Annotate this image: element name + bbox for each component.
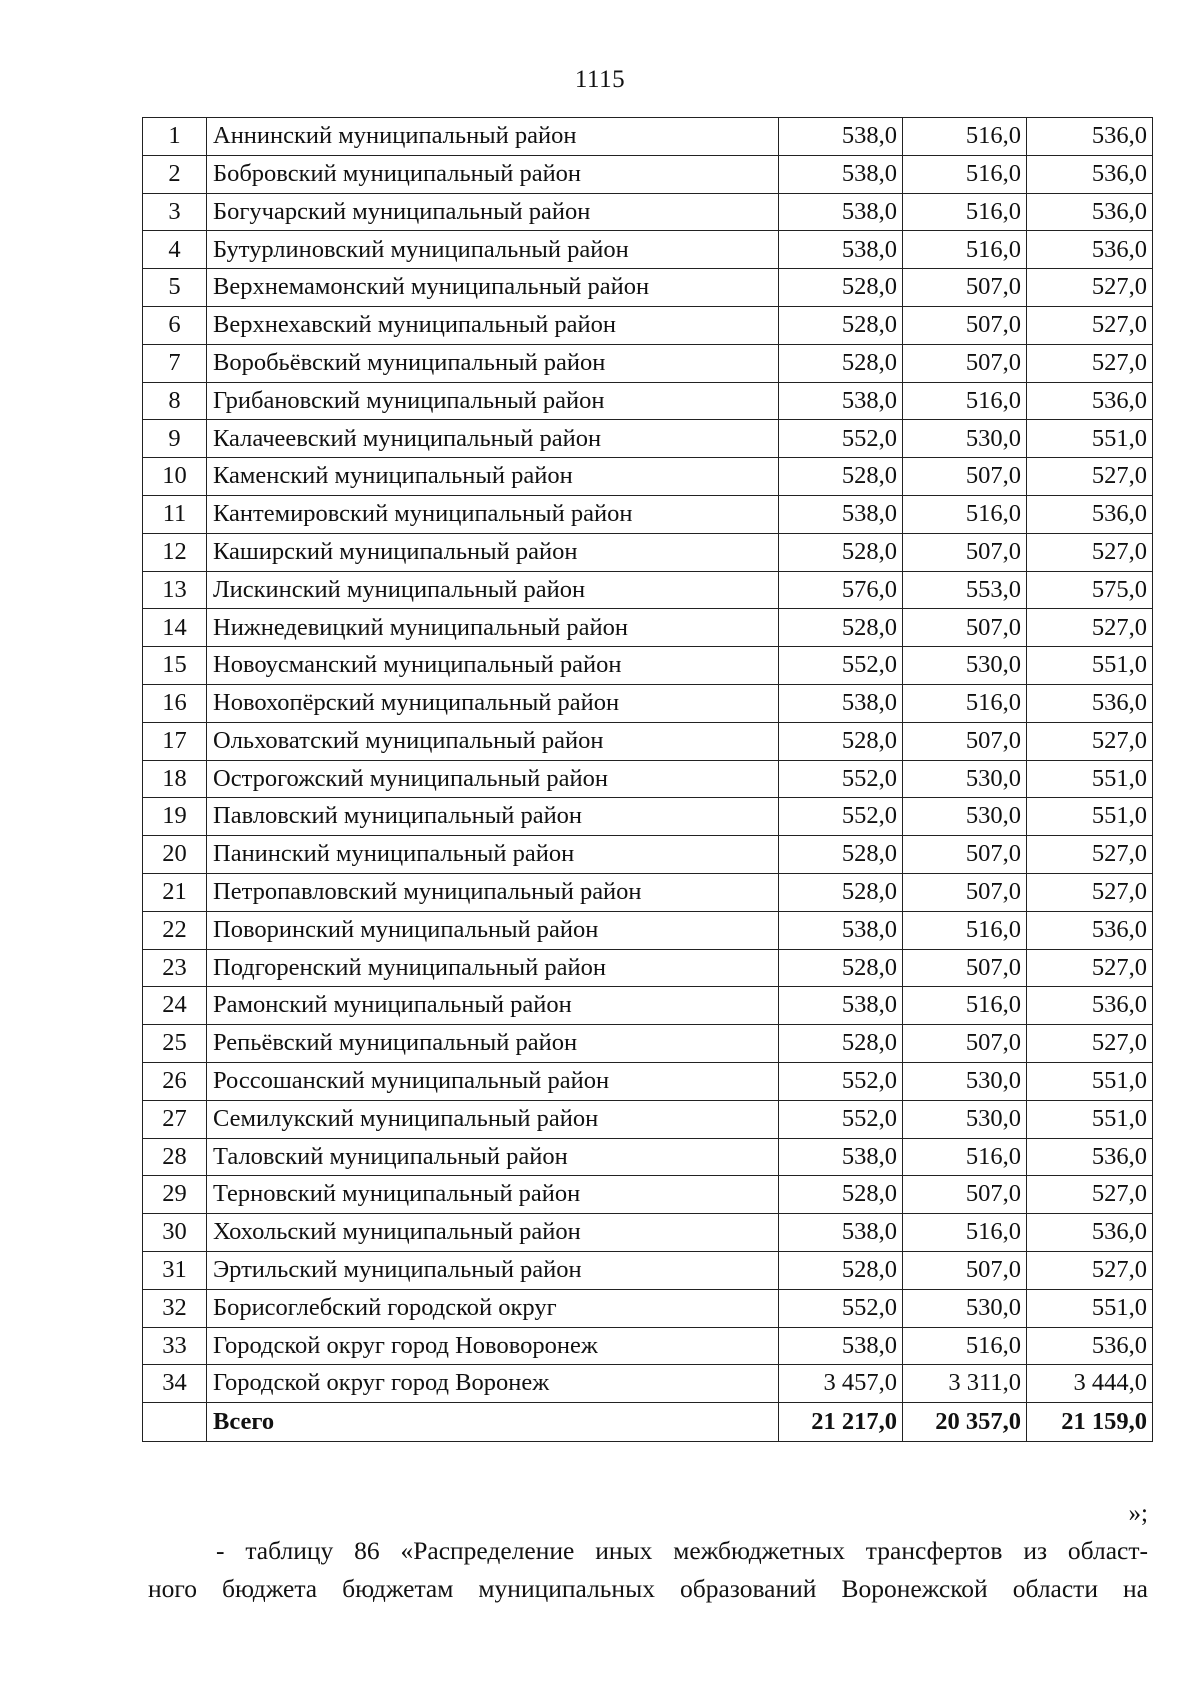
- value-3-cell: 551,0: [1027, 760, 1153, 798]
- municipality-name-cell: Верхнехавский муниципальный район: [207, 306, 779, 344]
- municipality-name-cell: Богучарский муниципальный район: [207, 193, 779, 231]
- row-number-cell: 16: [143, 684, 207, 722]
- value-3-cell: 527,0: [1027, 1025, 1153, 1063]
- value-2-cell: 507,0: [903, 533, 1027, 571]
- value-2-cell: 516,0: [903, 1214, 1027, 1252]
- paragraph-line-1: - таблицу 86 «Распределение иных межбюджетных трансфертов из област-: [216, 1536, 1148, 1565]
- value-2-cell: 516,0: [903, 987, 1027, 1025]
- table-row: [143, 1100, 1153, 1138]
- value-3-cell: 527,0: [1027, 458, 1153, 496]
- value-2-cell: 507,0: [903, 269, 1027, 307]
- table-row: [143, 1062, 1153, 1100]
- total-value-3-cell: 21 159,0: [1027, 1403, 1153, 1442]
- value-1-cell: 538,0: [779, 495, 903, 533]
- value-1-cell: 528,0: [779, 306, 903, 344]
- municipality-name-cell: Таловский муниципальный район: [207, 1138, 779, 1176]
- row-number-cell: 30: [143, 1214, 207, 1252]
- table-row: [143, 609, 1153, 647]
- row-number-cell: 4: [143, 231, 207, 269]
- value-1-cell: 552,0: [779, 1289, 903, 1327]
- municipality-name-cell: Новохопёрский муниципальный район: [207, 684, 779, 722]
- row-number-cell: 11: [143, 495, 207, 533]
- value-1-cell: 538,0: [779, 118, 903, 156]
- table-row: [143, 306, 1153, 344]
- row-number-cell: 5: [143, 269, 207, 307]
- table-row: [143, 647, 1153, 685]
- value-1-cell: 538,0: [779, 231, 903, 269]
- municipality-name-cell: Ольховатский муниципальный район: [207, 722, 779, 760]
- municipality-name-cell: Терновский муниципальный район: [207, 1176, 779, 1214]
- value-3-cell: 527,0: [1027, 306, 1153, 344]
- row-number-cell: 33: [143, 1327, 207, 1365]
- value-2-cell: 530,0: [903, 1062, 1027, 1100]
- table-row: [143, 1214, 1153, 1252]
- table-row: [143, 382, 1153, 420]
- table-row: [143, 1138, 1153, 1176]
- table-row: [143, 798, 1153, 836]
- table-row: [143, 571, 1153, 609]
- value-3-cell: 536,0: [1027, 118, 1153, 156]
- value-3-cell: 536,0: [1027, 911, 1153, 949]
- municipality-name-cell: Эртильский муниципальный район: [207, 1251, 779, 1289]
- value-1-cell: 528,0: [779, 949, 903, 987]
- value-3-cell: 536,0: [1027, 231, 1153, 269]
- municipality-name-cell: Россошанский муниципальный район: [207, 1062, 779, 1100]
- value-3-cell: 527,0: [1027, 873, 1153, 911]
- table-row: [143, 1251, 1153, 1289]
- row-number-cell: 15: [143, 647, 207, 685]
- table-row: [143, 1176, 1153, 1214]
- row-number-cell: 12: [143, 533, 207, 571]
- table-row: [143, 684, 1153, 722]
- municipality-name-cell: Воробьёвский муниципальный район: [207, 344, 779, 382]
- table-row: [143, 1289, 1153, 1327]
- table-row: [143, 949, 1153, 987]
- row-number-cell: 7: [143, 344, 207, 382]
- page-number: 1115: [574, 66, 626, 93]
- value-1-cell: 528,0: [779, 1251, 903, 1289]
- municipality-name-cell: Рамонский муниципальный район: [207, 987, 779, 1025]
- value-1-cell: 538,0: [779, 1138, 903, 1176]
- table-row: [143, 118, 1153, 156]
- value-1-cell: 528,0: [779, 722, 903, 760]
- municipality-name-cell: Подгоренский муниципальный район: [207, 949, 779, 987]
- value-2-cell: 516,0: [903, 231, 1027, 269]
- value-2-cell: 507,0: [903, 1176, 1027, 1214]
- municipality-name-cell: Городской округ город Нововоронеж: [207, 1327, 779, 1365]
- municipality-name-cell: Борисоглебский городской округ: [207, 1289, 779, 1327]
- municipality-name-cell: Поворинский муниципальный район: [207, 911, 779, 949]
- value-2-cell: 516,0: [903, 382, 1027, 420]
- value-1-cell: 538,0: [779, 987, 903, 1025]
- value-1-cell: 576,0: [779, 571, 903, 609]
- row-number-cell: 29: [143, 1176, 207, 1214]
- table-row: [143, 231, 1153, 269]
- row-number-cell: 1: [143, 118, 207, 156]
- municipality-name-cell: Хохольский муниципальный район: [207, 1214, 779, 1252]
- value-3-cell: 551,0: [1027, 1100, 1153, 1138]
- value-1-cell: 528,0: [779, 873, 903, 911]
- value-2-cell: 507,0: [903, 836, 1027, 874]
- table-row: [143, 193, 1153, 231]
- table-row: [143, 987, 1153, 1025]
- value-1-cell: 538,0: [779, 382, 903, 420]
- value-3-cell: 527,0: [1027, 836, 1153, 874]
- value-3-cell: 527,0: [1027, 344, 1153, 382]
- value-3-cell: 536,0: [1027, 193, 1153, 231]
- total-value-1-cell: 21 217,0: [779, 1403, 903, 1442]
- table-row: [143, 760, 1153, 798]
- value-1-cell: 552,0: [779, 647, 903, 685]
- value-3-cell: 575,0: [1027, 571, 1153, 609]
- value-2-cell: 516,0: [903, 118, 1027, 156]
- value-1-cell: 528,0: [779, 269, 903, 307]
- value-3-cell: 527,0: [1027, 609, 1153, 647]
- value-3-cell: 527,0: [1027, 269, 1153, 307]
- value-2-cell: 507,0: [903, 949, 1027, 987]
- table-row: [143, 495, 1153, 533]
- municipality-name-cell: Калачеевский муниципальный район: [207, 420, 779, 458]
- table-row: [143, 269, 1153, 307]
- row-number-cell: 32: [143, 1289, 207, 1327]
- municipality-name-cell: Новоусманский муниципальный район: [207, 647, 779, 685]
- value-3-cell: 536,0: [1027, 987, 1153, 1025]
- row-number-cell: 21: [143, 873, 207, 911]
- total-value-2-cell: 20 357,0: [903, 1403, 1027, 1442]
- municipality-name-cell: Городской округ город Воронеж: [207, 1365, 779, 1403]
- value-2-cell: 516,0: [903, 193, 1027, 231]
- total-row: [143, 1403, 1153, 1442]
- value-2-cell: 530,0: [903, 1100, 1027, 1138]
- value-1-cell: 528,0: [779, 344, 903, 382]
- row-number-cell: 23: [143, 949, 207, 987]
- table-row: [143, 873, 1153, 911]
- municipality-name-cell: Аннинский муниципальный район: [207, 118, 779, 156]
- value-2-cell: 507,0: [903, 458, 1027, 496]
- value-2-cell: 530,0: [903, 798, 1027, 836]
- table-row: [143, 722, 1153, 760]
- value-1-cell: 528,0: [779, 533, 903, 571]
- row-number-cell: 19: [143, 798, 207, 836]
- value-2-cell: 507,0: [903, 1251, 1027, 1289]
- municipality-name-cell: Каширский муниципальный район: [207, 533, 779, 571]
- paragraph-line-2: ного бюджета бюджетам муниципальных образований Воронежской области на: [148, 1574, 1148, 1603]
- value-2-cell: 507,0: [903, 722, 1027, 760]
- table-body: [143, 118, 1153, 1442]
- value-1-cell: 538,0: [779, 911, 903, 949]
- value-3-cell: 536,0: [1027, 1327, 1153, 1365]
- value-1-cell: 528,0: [779, 1025, 903, 1063]
- value-1-cell: 528,0: [779, 1176, 903, 1214]
- value-3-cell: 536,0: [1027, 1138, 1153, 1176]
- value-1-cell: 528,0: [779, 609, 903, 647]
- row-number-cell: 14: [143, 609, 207, 647]
- municipality-name-cell: Кантемировский муниципальный район: [207, 495, 779, 533]
- value-2-cell: 516,0: [903, 495, 1027, 533]
- row-number-cell: 8: [143, 382, 207, 420]
- municipality-name-cell: Нижнедевицкий муниципальный район: [207, 609, 779, 647]
- municipality-name-cell: Бобровский муниципальный район: [207, 155, 779, 193]
- value-3-cell: 527,0: [1027, 949, 1153, 987]
- total-label-cell: Всего: [207, 1403, 779, 1442]
- value-2-cell: 507,0: [903, 873, 1027, 911]
- value-2-cell: 516,0: [903, 155, 1027, 193]
- value-3-cell: 536,0: [1027, 684, 1153, 722]
- value-1-cell: 552,0: [779, 1100, 903, 1138]
- value-2-cell: 516,0: [903, 684, 1027, 722]
- value-3-cell: 551,0: [1027, 1062, 1153, 1100]
- value-2-cell: 553,0: [903, 571, 1027, 609]
- table-row: [143, 1025, 1153, 1063]
- value-2-cell: 516,0: [903, 1138, 1027, 1176]
- value-2-cell: 507,0: [903, 1025, 1027, 1063]
- value-2-cell: 507,0: [903, 344, 1027, 382]
- value-3-cell: 527,0: [1027, 533, 1153, 571]
- value-1-cell: 552,0: [779, 798, 903, 836]
- row-number-cell: 28: [143, 1138, 207, 1176]
- value-2-cell: 507,0: [903, 306, 1027, 344]
- row-number-cell: 17: [143, 722, 207, 760]
- value-3-cell: 527,0: [1027, 722, 1153, 760]
- amendment-paragraph: [148, 1532, 1148, 1608]
- value-2-cell: 530,0: [903, 420, 1027, 458]
- row-number-cell: 24: [143, 987, 207, 1025]
- value-1-cell: 552,0: [779, 760, 903, 798]
- table-row: [143, 344, 1153, 382]
- municipality-name-cell: Панинский муниципальный район: [207, 836, 779, 874]
- value-1-cell: 538,0: [779, 684, 903, 722]
- row-number-cell: 34: [143, 1365, 207, 1403]
- total-empty-cell: [143, 1403, 207, 1442]
- table-row: [143, 836, 1153, 874]
- row-number-cell: 6: [143, 306, 207, 344]
- value-2-cell: 507,0: [903, 609, 1027, 647]
- value-1-cell: 538,0: [779, 1327, 903, 1365]
- value-3-cell: 527,0: [1027, 1251, 1153, 1289]
- value-2-cell: 530,0: [903, 760, 1027, 798]
- value-3-cell: 536,0: [1027, 382, 1153, 420]
- value-3-cell: 536,0: [1027, 155, 1153, 193]
- row-number-cell: 31: [143, 1251, 207, 1289]
- value-1-cell: 528,0: [779, 836, 903, 874]
- municipality-name-cell: Лискинский муниципальный район: [207, 571, 779, 609]
- row-number-cell: 20: [143, 836, 207, 874]
- table-row: [143, 1365, 1153, 1403]
- value-3-cell: 551,0: [1027, 1289, 1153, 1327]
- municipality-name-cell: Семилукский муниципальный район: [207, 1100, 779, 1138]
- value-2-cell: 530,0: [903, 647, 1027, 685]
- value-1-cell: 3 457,0: [779, 1365, 903, 1403]
- table-row: [143, 911, 1153, 949]
- value-2-cell: 530,0: [903, 1289, 1027, 1327]
- table-row: [143, 155, 1153, 193]
- row-number-cell: 22: [143, 911, 207, 949]
- table-row: [143, 420, 1153, 458]
- value-2-cell: 3 311,0: [903, 1365, 1027, 1403]
- municipality-name-cell: Острогожский муниципальный район: [207, 760, 779, 798]
- municipality-name-cell: Каменский муниципальный район: [207, 458, 779, 496]
- value-3-cell: 551,0: [1027, 420, 1153, 458]
- row-number-cell: 26: [143, 1062, 207, 1100]
- municipality-name-cell: Верхнемамонский муниципальный район: [207, 269, 779, 307]
- row-number-cell: 27: [143, 1100, 207, 1138]
- value-3-cell: 527,0: [1027, 1176, 1153, 1214]
- table-row: [143, 533, 1153, 571]
- row-number-cell: 2: [143, 155, 207, 193]
- municipality-name-cell: Бутурлиновский муниципальный район: [207, 231, 779, 269]
- row-number-cell: 9: [143, 420, 207, 458]
- value-1-cell: 552,0: [779, 420, 903, 458]
- value-3-cell: 536,0: [1027, 495, 1153, 533]
- row-number-cell: 10: [143, 458, 207, 496]
- municipality-name-cell: Павловский муниципальный район: [207, 798, 779, 836]
- municipality-name-cell: Грибановский муниципальный район: [207, 382, 779, 420]
- value-3-cell: 536,0: [1027, 1214, 1153, 1252]
- value-2-cell: 516,0: [903, 1327, 1027, 1365]
- table-row: [143, 458, 1153, 496]
- value-1-cell: 528,0: [779, 458, 903, 496]
- row-number-cell: 18: [143, 760, 207, 798]
- table-row: [143, 1327, 1153, 1365]
- row-number-cell: 13: [143, 571, 207, 609]
- value-1-cell: 538,0: [779, 193, 903, 231]
- distribution-table: [142, 117, 1153, 1442]
- value-2-cell: 516,0: [903, 911, 1027, 949]
- row-number-cell: 3: [143, 193, 207, 231]
- value-3-cell: 3 444,0: [1027, 1365, 1153, 1403]
- municipality-name-cell: Петропавловский муниципальный район: [207, 873, 779, 911]
- value-1-cell: 552,0: [779, 1062, 903, 1100]
- row-number-cell: 25: [143, 1025, 207, 1063]
- closing-quote-mark: »;: [1128, 1500, 1148, 1527]
- value-1-cell: 538,0: [779, 155, 903, 193]
- value-3-cell: 551,0: [1027, 647, 1153, 685]
- value-3-cell: 551,0: [1027, 798, 1153, 836]
- value-1-cell: 538,0: [779, 1214, 903, 1252]
- municipality-name-cell: Репьёвский муниципальный район: [207, 1025, 779, 1063]
